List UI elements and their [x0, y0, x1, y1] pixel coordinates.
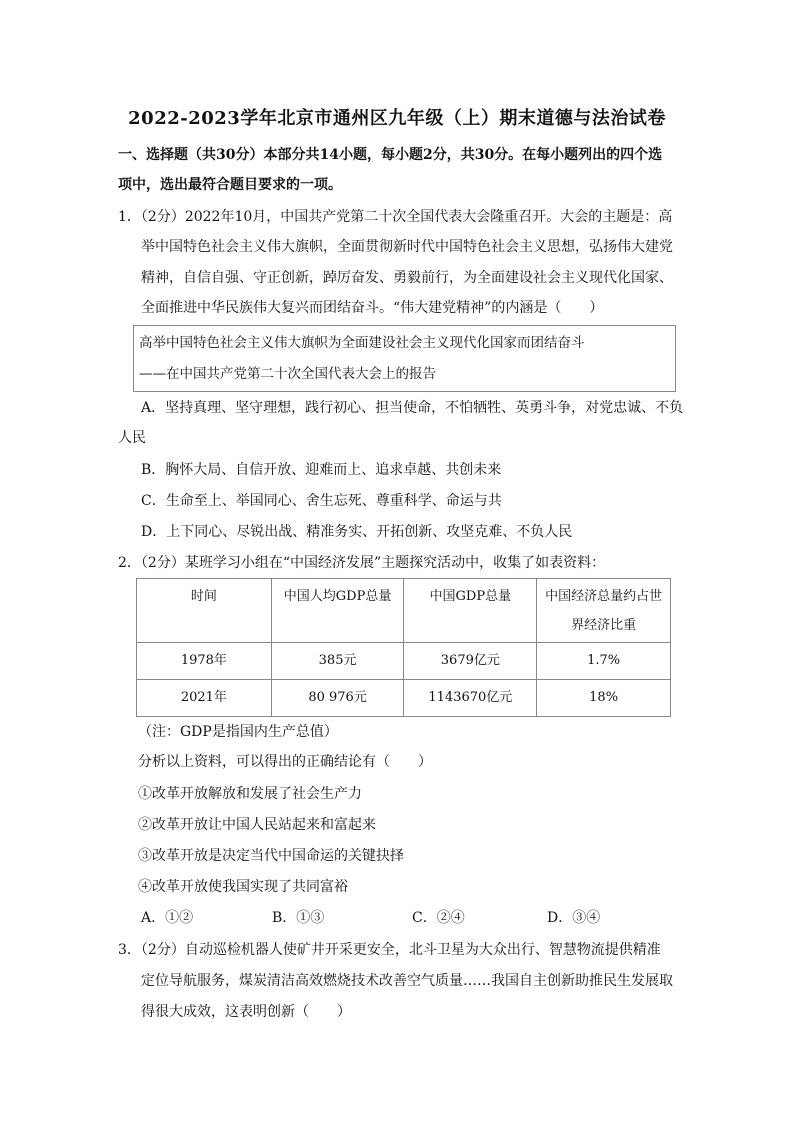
- q3-line-1: 3．（2分）自动巡检机器人使矿井开采更安全，北斗卫星为大众出行、智慧物流提供精准: [118, 942, 661, 958]
- q2-intro: 2．（2分）某班学习小组在“中国经济发展”主题探究活动中，收集了如表资料：: [118, 555, 606, 571]
- q2-statement-3: ③改革开放是决定当代中国命运的关键抉择: [138, 848, 404, 864]
- q1-quote-line-2: ——在中国共产党第二十次全国代表大会上的报告: [139, 366, 436, 382]
- q1-option-b: B．胸怀大局、自信开放、迎难而上、追求卓越、共创未来: [141, 462, 502, 478]
- q1-line-4: 全面推进中华民族伟大复兴而团结奋斗。“伟大建党精神”的内涵是（ ）: [141, 300, 604, 316]
- table-header-row: [137, 579, 671, 643]
- q1-line-3: 精神，自信自强、守正创新，踔厉奋发、勇毅前行，为全面建设社会主义现代化国家、: [141, 270, 673, 286]
- section-heading-line-1: 一、选择题（共30分）本部分共14小题，每小题2分，共30分。在每小题列出的四个选: [118, 147, 663, 163]
- q1-option-c: C．生命至上、举国同心、舍生忘死、尊重科学、命运与共: [141, 493, 502, 509]
- table-row: [137, 643, 671, 680]
- q3-line-2: 定位导航服务，煤炭清洁高效燃烧技术改善空气质量……我国自主创新助推民生发展取: [141, 973, 673, 989]
- q1-line-2: 举中国特色社会主义伟大旗帜，全面贯彻新时代中国特色社会主义思想，弘扬伟大建党: [141, 239, 673, 255]
- q2-statement-2: ②改革开放让中国人民站起来和富起来: [138, 817, 376, 833]
- header-world-share: [537, 579, 671, 643]
- header-time: 时间: [137, 579, 272, 643]
- table-cell: 80 976元: [271, 680, 404, 717]
- section-heading-line-2: 项中，选出最符合题目要求的一项。: [118, 177, 342, 193]
- q1-quote-line-1: 高举中国特色社会主义伟大旗帜为全面建设社会主义现代化国家而团结奋斗: [139, 335, 585, 351]
- table-cell: 1143670亿元: [404, 680, 537, 717]
- table-cell: 1.7%: [537, 643, 671, 680]
- q2-note: （注：GDP是指国内生产总值）: [138, 724, 338, 740]
- table-cell: 3679亿元: [404, 643, 537, 680]
- q3-line-3: 得很大成效，这表明创新（ ）: [141, 1004, 351, 1020]
- page-title: 2022-2023学年北京市通州区九年级（上）期末道德与法治试卷: [128, 108, 666, 129]
- q2-statement-1: ①改革开放解放和发展了社会生产力: [138, 786, 362, 802]
- table-cell: 2021年: [137, 680, 272, 717]
- table-cell: 385元: [271, 643, 404, 680]
- table-row: [137, 680, 671, 717]
- q2-option-c: C．②④: [412, 910, 465, 926]
- q2-option-a: A．①②: [141, 910, 194, 926]
- gdp-table: [136, 578, 671, 717]
- q1-option-a-cont: 人民: [118, 430, 146, 446]
- q2-question: 分析以上资料，可以得出的正确结论有（ ）: [138, 754, 432, 770]
- table-cell: 18%: [537, 680, 671, 717]
- q1-line-1: 1．（2分）2022年10月，中国共产党第二十次全国代表大会隆重召开。大会的主题是：高: [118, 209, 673, 225]
- q1-option-d: D．上下同心、尽锐出战、精准务实、开拓创新、攻坚克难、不负人民: [141, 524, 573, 540]
- header-per-capita-gdp: 中国人均GDP总量: [271, 579, 404, 643]
- table-cell: 1978年: [137, 643, 272, 680]
- header-world-share-line-2: 界经济比重: [571, 618, 637, 633]
- header-total-gdp: 中国GDP总量: [404, 579, 537, 643]
- q1-option-a: A．坚持真理、坚守理想，践行初心、担当使命，不怕牺牲、英勇斗争，对党忠诚、不负: [141, 400, 684, 416]
- q2-statement-4: ④改革开放使我国实现了共同富裕: [138, 879, 348, 895]
- q2-option-b: B．①③: [272, 910, 325, 926]
- q2-option-d: D．③④: [547, 910, 601, 926]
- header-world-share-line-1: 中国经济总量约占世: [545, 589, 663, 604]
